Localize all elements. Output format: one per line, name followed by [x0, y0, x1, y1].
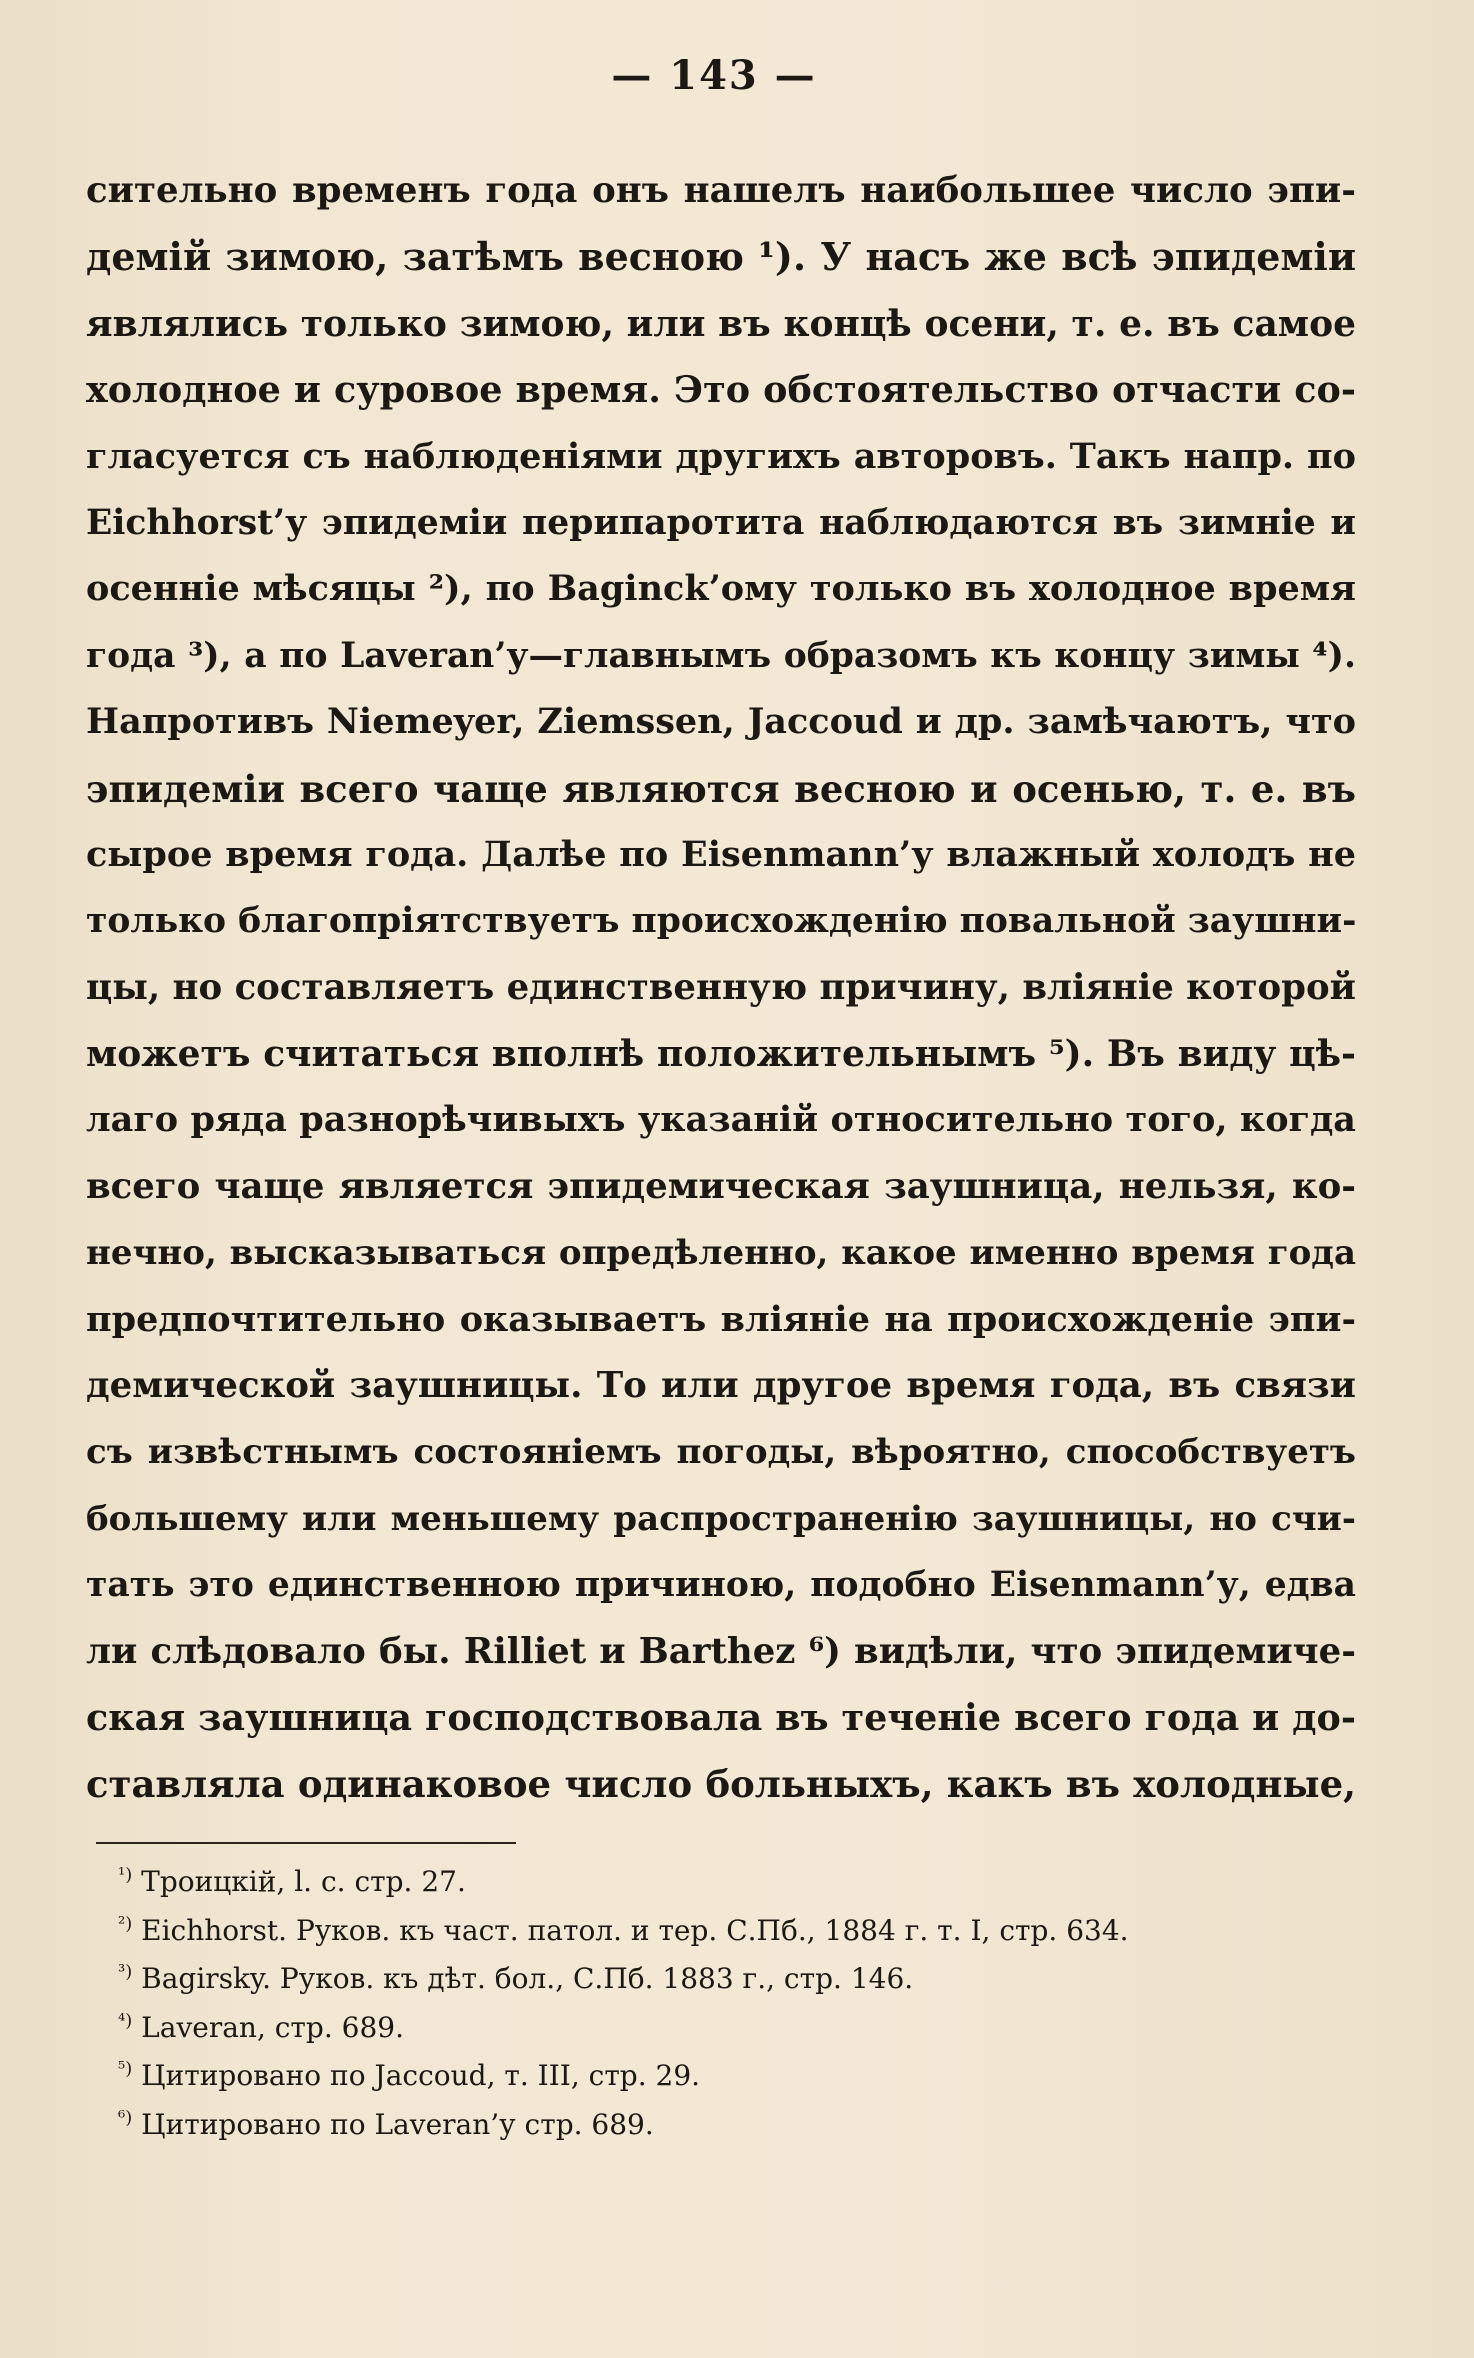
page-number: — 143 —: [611, 52, 817, 99]
text-line: предпочтительно оказываетъ вліяніе на происхожденіе эпи-: [86, 1298, 1356, 1340]
footnote-mark: ⁴): [118, 2010, 133, 2032]
text-line: ставляла одинаковое число больныхъ, какъ въ холодные,: [86, 1762, 1356, 1807]
text-line: всего чаще является эпидемическая заушница, нельзя, ко-: [86, 1165, 1356, 1207]
footnote-mark: ³): [118, 1961, 133, 1983]
text-line: тать это единственною причиною, подобно Eisenmann’у, едва: [86, 1565, 1356, 1606]
text-line: являлись только зимою, или въ концѣ осени, т. е. въ самое: [86, 302, 1356, 345]
body-text: [86, 158, 1356, 1818]
footnote-mark: ¹): [118, 1864, 133, 1886]
footnote-mark: ²): [118, 1913, 133, 1935]
text-line: сырое время года. Далѣе по Eisenmann’у влажный холодъ не: [86, 833, 1356, 875]
text-line: цы, но составляетъ единственную причину, вліяніе которой: [86, 966, 1356, 1008]
text-line: Напротивъ Niemeyer, Ziemssen, Jaccoud и др. замѣчаютъ, что: [86, 701, 1356, 743]
text-line: нечно, высказываться опредѣленно, какое именно время года: [86, 1233, 1356, 1274]
footnotes: [118, 1858, 1358, 2149]
footnote-text: Eichhorst. Руков. къ част. патол. и тер. С.Пб., 1884 г. т. I, стр. 634.: [141, 1913, 1129, 1947]
footnote-text: Цитировано по Laveran’у стр. 689.: [141, 2107, 654, 2141]
text-line: можетъ считаться вполнѣ положительнымъ ⁵). Въ виду цѣ-: [86, 1033, 1356, 1076]
text-line: гласуется съ наблюденіями другихъ авторовъ. Такъ напр. по: [86, 435, 1356, 477]
footnote: [118, 2052, 1358, 2101]
footnote: [118, 2004, 1358, 2053]
footnote-text: Laveran, стр. 689.: [141, 2010, 404, 2044]
text-line: только благопріятствуетъ происхожденію повальной заушни-: [86, 901, 1356, 942]
footnote: [118, 1955, 1358, 2004]
footnote-text: Bagirsky. Руков. къ дѣт. бол., С.Пб. 1883 г., стр. 146.: [141, 1962, 914, 1995]
text-line: сительно временъ года онъ нашелъ наибольшее число эпи-: [86, 170, 1356, 211]
footnote: [118, 1858, 1358, 1907]
footnote: [118, 2101, 1358, 2150]
text-line: лаго ряда разнорѣчивыхъ указаній относительно того, когда: [86, 1099, 1356, 1141]
text-line: осенніе мѣсяцы ²), по Baginck’ому только въ холодное время: [86, 568, 1356, 610]
text-line: эпидеміи всего чаще являются весною и осенью, т. е. въ: [86, 766, 1356, 811]
text-line: ская заушница господствовала въ теченіе всего года и до-: [86, 1695, 1356, 1739]
footnote: [118, 1907, 1358, 1956]
text-line: Eichhorst’у эпидеміи перипаротита наблюдаются въ зимніе и: [86, 502, 1356, 543]
text-line: съ извѣстнымъ состояніемъ погоды, вѣроятно, способствуетъ: [86, 1432, 1356, 1473]
footnote-text: Троицкій, l. c. стр. 27.: [141, 1865, 466, 1898]
text-line: демій зимою, затѣмъ весною ¹). У насъ же всѣ эпидеміи: [86, 234, 1356, 280]
text-line: ли слѣдовало бы. Rilliet и Barthez ⁶) видѣли, что эпидемиче-: [86, 1630, 1356, 1672]
text-line: большему или меньшему распространенію заушницы, но счи-: [86, 1498, 1356, 1539]
footnote-mark: ⁶): [118, 2107, 133, 2129]
text-line: холодное и суровое время. Это обстоятельство отчасти со-: [86, 368, 1356, 412]
footnote-divider: [96, 1842, 516, 1844]
text-line: демической заушницы. То или другое время года, въ связи: [86, 1365, 1356, 1407]
footnote-text: Цитировано по Jaccoud, т. III, стр. 29.: [141, 2059, 701, 2092]
footnote-mark: ⁵): [118, 2058, 133, 2080]
text-line: года ³), а по Laveran’у—главнымъ образомъ къ концу зимы ⁴).: [86, 635, 1356, 676]
